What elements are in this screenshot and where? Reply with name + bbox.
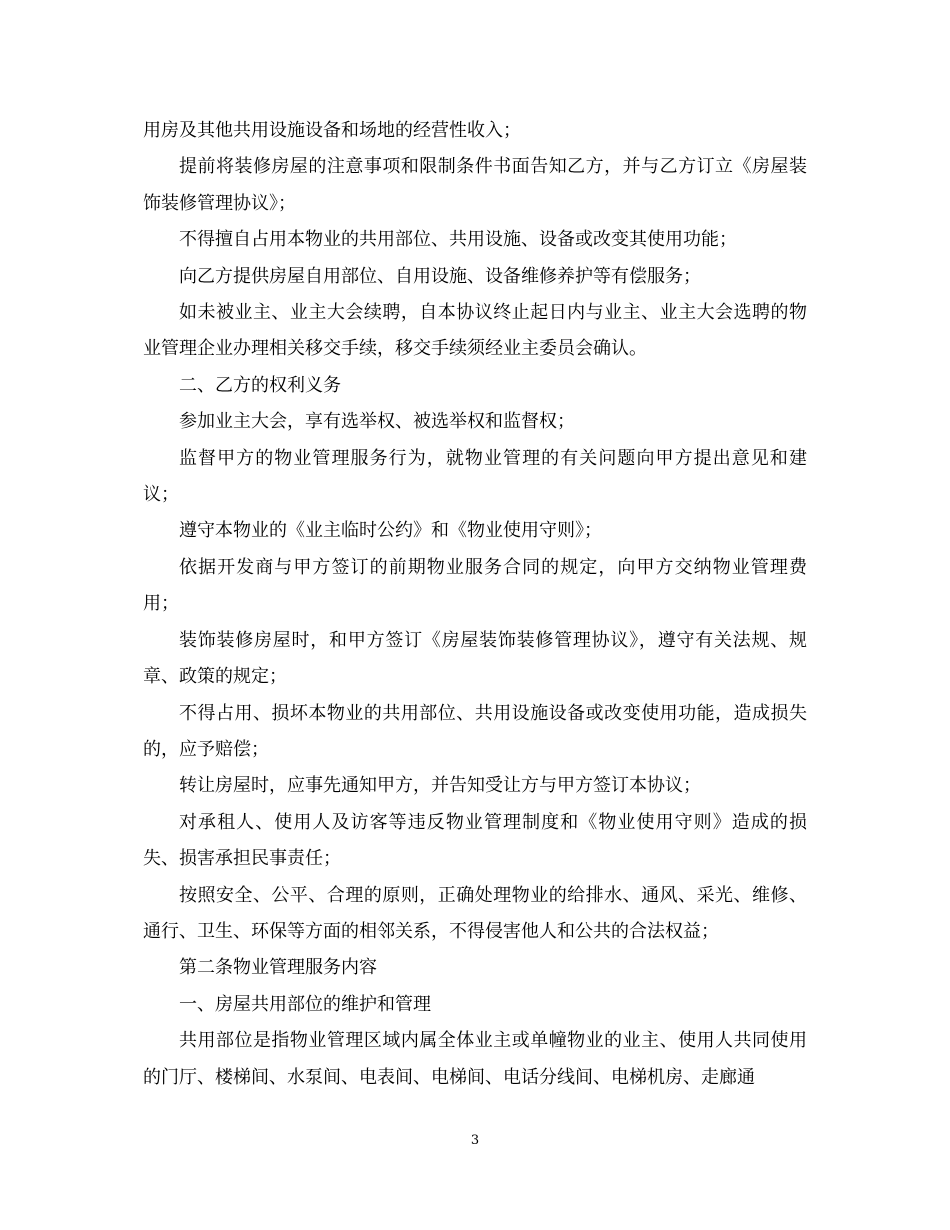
- paragraph: 向乙方提供房屋自用部位、自用设施、设备维修养护等有偿服务；: [179, 265, 701, 287]
- paragraph: 不得占用、损坏本物业的共用部位、共用设施设备或改变使用功能，造成损失的，应予赔偿；: [143, 702, 807, 760]
- paragraph: 不得擅自占用本物业的共用部位、共用设施、设备或改变其使用功能；: [179, 229, 737, 251]
- section-heading: 二、乙方的权利义务: [179, 374, 341, 396]
- article-heading: 第二条物业管理服务内容: [179, 957, 377, 979]
- paragraph: 按照安全、公平、合理的原则，正确处理物业的给排水、通风、采光、维修、通行、卫生、环保等方面的相邻关系，不得侵害他人和公共的合法权益；: [143, 884, 807, 942]
- paragraph: 对承租人、使用人及访客等违反物业管理制度和《物业使用守则》造成的损失、损害承担民事责任；: [143, 811, 807, 870]
- page-number: 3: [470, 1133, 480, 1148]
- paragraph: 转让房屋时，应事先通知甲方，并告知受让方与甲方签订本协议；: [179, 775, 701, 797]
- paragraph: 监督甲方的物业管理服务行为，就物业管理的有关问题向甲方提出意见和建议；: [143, 447, 807, 506]
- paragraph: 用房及其他共用设施设备和场地的经营性收入；: [143, 120, 521, 141]
- paragraph: 提前将装修房屋的注意事项和限制条件书面告知乙方，并与乙方订立《房屋装饰装修管理协议》；: [143, 156, 807, 214]
- paragraph: 依据开发商与甲方签订的前期物业服务合同的规定，向甲方交纳物业管理费用；: [143, 556, 807, 615]
- paragraph: 如未被业主、业主大会续聘，自本协议终止起日内与业主、业主大会选聘的物业管理企业办理相关移交手续，移交手续须经业主委员会确认。: [143, 302, 807, 360]
- document-body: [143, 113, 807, 1096]
- paragraph: 装饰装修房屋时，和甲方签订《房屋装饰装修管理协议》，遵守有关法规、规章、政策的规定；: [143, 629, 807, 688]
- paragraph: 参加业主大会，享有选举权、被选举权和监督权；: [179, 411, 575, 433]
- section-heading: 一、房屋共用部位的维护和管理: [179, 993, 431, 1015]
- paragraph: 共用部位是指物业管理区域内属全体业主或单幢物业的业主、使用人共同使用的门厅、楼梯间、水泵间、电表间、电梯间、电话分线间、电梯机房、走廊通: [143, 1030, 807, 1088]
- paragraph: 遵守本物业的《业主临时公约》和《物业使用守则》；: [179, 520, 602, 542]
